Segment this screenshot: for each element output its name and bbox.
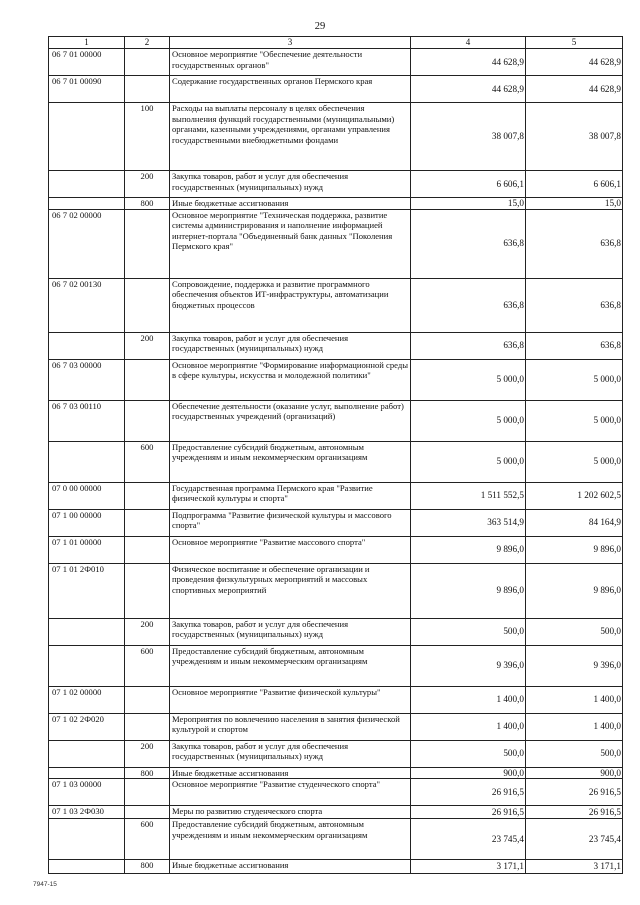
row-name: Закупка товаров, работ и услуг для обеспечения государственных (муниципальных) нужд [170, 618, 411, 645]
row-sum-1: 1 400,0 [411, 686, 526, 713]
table-row [49, 441, 623, 482]
row-kind [125, 49, 170, 76]
row-sum-2: 9 896,0 [526, 563, 623, 618]
row-code [49, 171, 125, 198]
row-code: 06 7 03 00110 [49, 400, 125, 441]
table-row [49, 482, 623, 509]
row-sum-1: 9 896,0 [411, 536, 526, 563]
row-kind [125, 209, 170, 278]
header-cell-code: 1 [49, 37, 125, 49]
row-sum-2: 500,0 [526, 618, 623, 645]
row-code: 07 1 02 2Ф020 [49, 713, 125, 740]
row-sum-2: 636,8 [526, 209, 623, 278]
row-name: Предоставление субсидий бюджетным, автономным учреждениям и иным некоммерческим организациям [170, 441, 411, 482]
row-kind: 800 [125, 198, 170, 210]
table-row [49, 618, 623, 645]
row-kind [125, 806, 170, 819]
row-kind: 800 [125, 860, 170, 874]
row-code: 07 1 03 00000 [49, 779, 125, 806]
header-row [49, 37, 623, 49]
row-code [49, 198, 125, 210]
table-row [49, 171, 623, 198]
row-sum-2: 15,0 [526, 198, 623, 210]
table-row [49, 563, 623, 618]
row-name: Закупка товаров, работ и услуг для обеспечения государственных (муниципальных) нужд [170, 171, 411, 198]
row-code: 06 7 01 00090 [49, 76, 125, 103]
row-sum-2: 23 745,4 [526, 819, 623, 860]
row-code [49, 860, 125, 874]
row-kind: 600 [125, 819, 170, 860]
row-name: Обеспечение деятельности (оказание услуг, выполнение работ) государственных учреждений (организаций) [170, 400, 411, 441]
row-sum-2: 5 000,0 [526, 400, 623, 441]
row-sum-2: 1 400,0 [526, 713, 623, 740]
row-code [49, 767, 125, 779]
table-row [49, 806, 623, 819]
row-code [49, 618, 125, 645]
row-sum-2: 26 916,5 [526, 806, 623, 819]
budget-table [48, 36, 623, 874]
row-sum-1: 38 007,8 [411, 103, 526, 171]
table-row [49, 400, 623, 441]
row-code [49, 819, 125, 860]
row-name: Основное мероприятие "Развитие массового спорта" [170, 536, 411, 563]
row-sum-1: 363 514,9 [411, 509, 526, 536]
table-row [49, 767, 623, 779]
row-kind [125, 563, 170, 618]
row-sum-2: 1 400,0 [526, 686, 623, 713]
row-sum-2: 500,0 [526, 740, 623, 767]
row-kind [125, 686, 170, 713]
table-row [49, 779, 623, 806]
row-sum-2: 44 628,9 [526, 76, 623, 103]
row-code: 07 1 00 00000 [49, 509, 125, 536]
row-kind: 200 [125, 618, 170, 645]
header-cell-sum2: 5 [526, 37, 623, 49]
row-name: Основное мероприятие "Развитие физической культуры" [170, 686, 411, 713]
row-name: Иные бюджетные ассигнования [170, 198, 411, 210]
row-code [49, 332, 125, 359]
row-sum-1: 44 628,9 [411, 76, 526, 103]
row-code [49, 441, 125, 482]
row-kind [125, 359, 170, 400]
header-cell-name: 3 [170, 37, 411, 49]
row-sum-2: 9 896,0 [526, 536, 623, 563]
row-sum-1: 44 628,9 [411, 49, 526, 76]
row-sum-1: 900,0 [411, 767, 526, 779]
row-sum-1: 5 000,0 [411, 441, 526, 482]
table-row [49, 686, 623, 713]
row-name: Основное мероприятие "Обеспечение деятельности государственных органов" [170, 49, 411, 76]
row-kind [125, 509, 170, 536]
row-name: Содержание государственных органов Пермского края [170, 76, 411, 103]
row-kind [125, 482, 170, 509]
row-sum-1: 9 896,0 [411, 563, 526, 618]
row-code: 06 7 02 00000 [49, 209, 125, 278]
row-sum-2: 84 164,9 [526, 509, 623, 536]
row-code: 07 1 01 2Ф010 [49, 563, 125, 618]
table-row [49, 740, 623, 767]
row-code: 07 0 00 00000 [49, 482, 125, 509]
header-cell-sum1: 4 [411, 37, 526, 49]
footer-code: 7947-15 [33, 881, 57, 888]
row-code: 06 7 02 00130 [49, 278, 125, 332]
table-row [49, 536, 623, 563]
row-code: 06 7 01 00000 [49, 49, 125, 76]
row-sum-2: 636,8 [526, 332, 623, 359]
row-kind [125, 536, 170, 563]
row-kind [125, 76, 170, 103]
row-sum-1: 636,8 [411, 278, 526, 332]
row-sum-1: 6 606,1 [411, 171, 526, 198]
row-sum-2: 44 628,9 [526, 49, 623, 76]
row-sum-1: 500,0 [411, 740, 526, 767]
row-kind [125, 400, 170, 441]
row-kind: 200 [125, 332, 170, 359]
table-row [49, 819, 623, 860]
row-sum-1: 3 171,1 [411, 860, 526, 874]
row-sum-1: 15,0 [411, 198, 526, 210]
table-row [49, 209, 623, 278]
page-number: 29 [314, 21, 326, 32]
row-name: Подпрограмма "Развитие физической культуры и массового спорта" [170, 509, 411, 536]
row-sum-2: 3 171,1 [526, 860, 623, 874]
row-sum-2: 5 000,0 [526, 441, 623, 482]
row-sum-1: 636,8 [411, 332, 526, 359]
row-kind: 600 [125, 645, 170, 686]
table-row [49, 509, 623, 536]
row-sum-1: 636,8 [411, 209, 526, 278]
header-cell-kind: 2 [125, 37, 170, 49]
row-sum-1: 1 400,0 [411, 713, 526, 740]
row-sum-2: 26 916,5 [526, 779, 623, 806]
row-code: 07 1 01 00000 [49, 536, 125, 563]
row-sum-2: 6 606,1 [526, 171, 623, 198]
row-kind: 800 [125, 767, 170, 779]
row-sum-1: 5 000,0 [411, 359, 526, 400]
table-row [49, 76, 623, 103]
table-row [49, 332, 623, 359]
row-kind [125, 278, 170, 332]
row-name: Меры по развитию студенческого спорта [170, 806, 411, 819]
row-name: Расходы на выплаты персоналу в целях обеспечения выполнения функций государственными (муниципальными) органами, казенными учреждениями, органами управления государственными внебюджетными фондами [170, 103, 411, 171]
row-code [49, 103, 125, 171]
row-name: Иные бюджетные ассигнования [170, 860, 411, 874]
row-name: Предоставление субсидий бюджетным, автономным учреждениям и иным некоммерческим организациям [170, 645, 411, 686]
row-kind: 100 [125, 103, 170, 171]
table-row [49, 713, 623, 740]
row-kind: 200 [125, 740, 170, 767]
row-name: Мероприятия по вовлечению населения в занятия физической культурой и спортом [170, 713, 411, 740]
row-kind [125, 713, 170, 740]
table-row [49, 860, 623, 874]
row-sum-1: 5 000,0 [411, 400, 526, 441]
row-sum-1: 500,0 [411, 618, 526, 645]
row-sum-2: 1 202 602,5 [526, 482, 623, 509]
row-name: Закупка товаров, работ и услуг для обеспечения государственных (муниципальных) нужд [170, 332, 411, 359]
row-code: 07 1 02 00000 [49, 686, 125, 713]
row-code: 07 1 03 2Ф030 [49, 806, 125, 819]
row-code: 06 7 03 00000 [49, 359, 125, 400]
row-sum-2: 9 396,0 [526, 645, 623, 686]
row-kind [125, 779, 170, 806]
row-name: Иные бюджетные ассигнования [170, 767, 411, 779]
row-kind: 200 [125, 171, 170, 198]
table-row [49, 278, 623, 332]
table-row [49, 198, 623, 210]
row-sum-1: 26 916,5 [411, 779, 526, 806]
row-sum-1: 23 745,4 [411, 819, 526, 860]
row-sum-2: 900,0 [526, 767, 623, 779]
row-sum-1: 26 916,5 [411, 806, 526, 819]
row-sum-2: 38 007,8 [526, 103, 623, 171]
row-kind: 600 [125, 441, 170, 482]
row-sum-2: 636,8 [526, 278, 623, 332]
table-row [49, 103, 623, 171]
row-sum-1: 1 511 552,5 [411, 482, 526, 509]
row-name: Закупка товаров, работ и услуг для обеспечения государственных (муниципальных) нужд [170, 740, 411, 767]
row-name: Физическое воспитание и обеспечение организации и проведения физкультурных мероприятий и массовых спортивных мероприятий [170, 563, 411, 618]
row-name: Государственная программа Пермского края "Развитие физической культуры и спорта" [170, 482, 411, 509]
row-name: Основное мероприятие "Развитие студенческого спорта" [170, 779, 411, 806]
table-row [49, 359, 623, 400]
row-name: Основное мероприятие "Техническая поддержка, развитие системы администрирования и наполнение информацией интернет-портала "Объединенный банк данных "Поколения Пермского края" [170, 209, 411, 278]
table-row [49, 645, 623, 686]
row-code [49, 645, 125, 686]
row-name: Предоставление субсидий бюджетным, автономным учреждениям и иным некоммерческим организациям [170, 819, 411, 860]
row-code [49, 740, 125, 767]
row-sum-1: 9 396,0 [411, 645, 526, 686]
table-row [49, 49, 623, 76]
row-name: Сопровождение, поддержка и развитие программного обеспечения объектов ИТ-инфраструктуры, автоматизации бюджетных процессов [170, 278, 411, 332]
row-name: Основное мероприятие "Формирование информационной среды в сфере культуры, искусства и молодежной политики" [170, 359, 411, 400]
row-sum-2: 5 000,0 [526, 359, 623, 400]
